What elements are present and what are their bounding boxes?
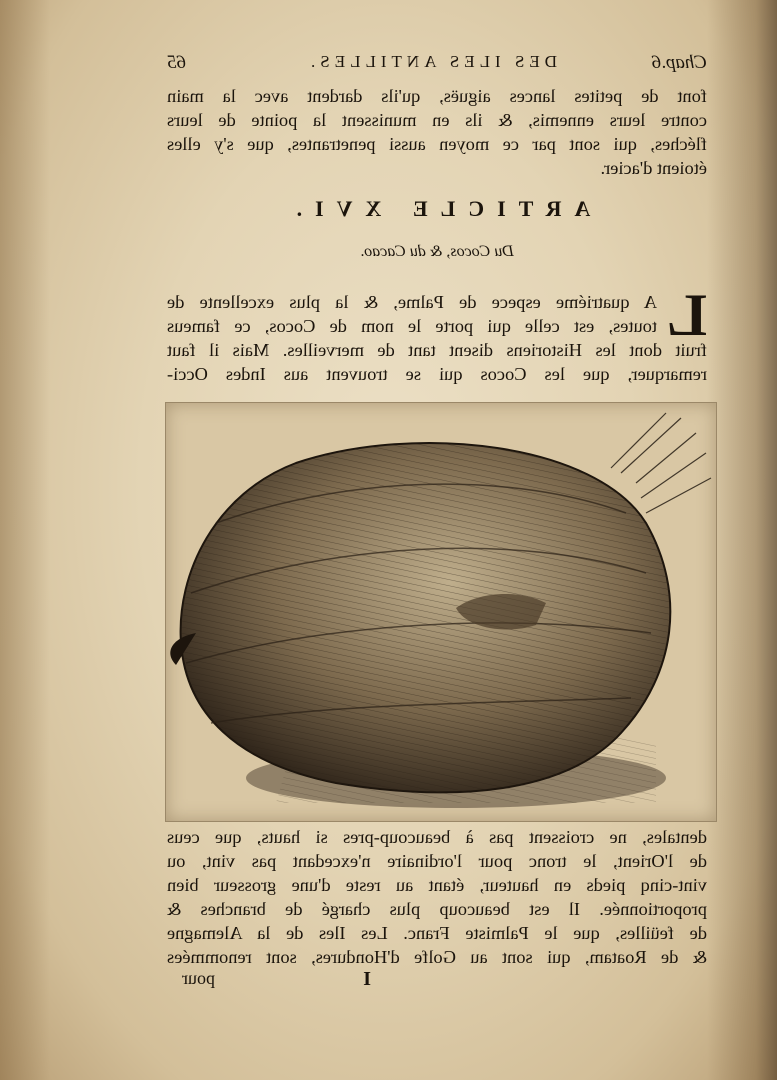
chapter-label: Chap.6 bbox=[651, 52, 707, 73]
catchword: pour bbox=[182, 968, 215, 988]
article-title: ARTICLE XVI. bbox=[283, 196, 591, 221]
coconut-illustration-icon bbox=[166, 403, 716, 821]
page-number: 65 bbox=[167, 52, 186, 73]
text-line: vint-cinq pieds en hauteur, étant au reste d'une grosseur bien bbox=[167, 875, 707, 895]
text-line: toutes, est celle qui porte le nom de Cocos, ce fameus bbox=[167, 316, 657, 336]
text-line: proportionnée. Il est beaucoup plus chargé de branches & bbox=[167, 899, 707, 919]
text-line: remarquer, que les Cocos qui se trouvent aus Indes Occi- bbox=[167, 364, 707, 384]
text-line: font de petites lances aiguës, qu'ils dardent avec la main bbox=[167, 86, 707, 106]
text-line: étoient d'acier. bbox=[600, 158, 707, 178]
text-line: A quatriéme espece de Palme, & la plus excellente de bbox=[167, 292, 657, 312]
text-line: dentales, ne croissent pas à beaucoup-pres si hauts, que ceus bbox=[167, 827, 707, 847]
text-line: fruit dont les Historiens disent tant de merveilles. Mais il faut bbox=[167, 340, 707, 360]
signature-mark: I bbox=[363, 968, 371, 990]
text-line: & de Roatam, qui sont au Golfe d'Hondures, sont renommées bbox=[167, 947, 707, 967]
text-line: contre leurs ennemis, & ils en munissent la pointe de leurs bbox=[167, 110, 707, 130]
coconut-engraving bbox=[165, 402, 717, 822]
running-title: DES ILES ANTILLES. bbox=[305, 52, 557, 71]
article-subtitle: Du Cocos, & du Cacao. bbox=[360, 243, 514, 260]
text-line: de feüilles, que le Palmiste Franc. Les Iles de la Alemagne bbox=[167, 923, 707, 943]
drop-capital: L bbox=[666, 282, 707, 348]
text-line: fléches, qui sont par ce moyen aussi penetrantes, que s'y elles bbox=[167, 134, 707, 154]
running-header bbox=[167, 52, 707, 82]
text-line: de l'Orient, le tronc pour l'ordinaire n'excedant pas vint, ou bbox=[167, 851, 707, 871]
